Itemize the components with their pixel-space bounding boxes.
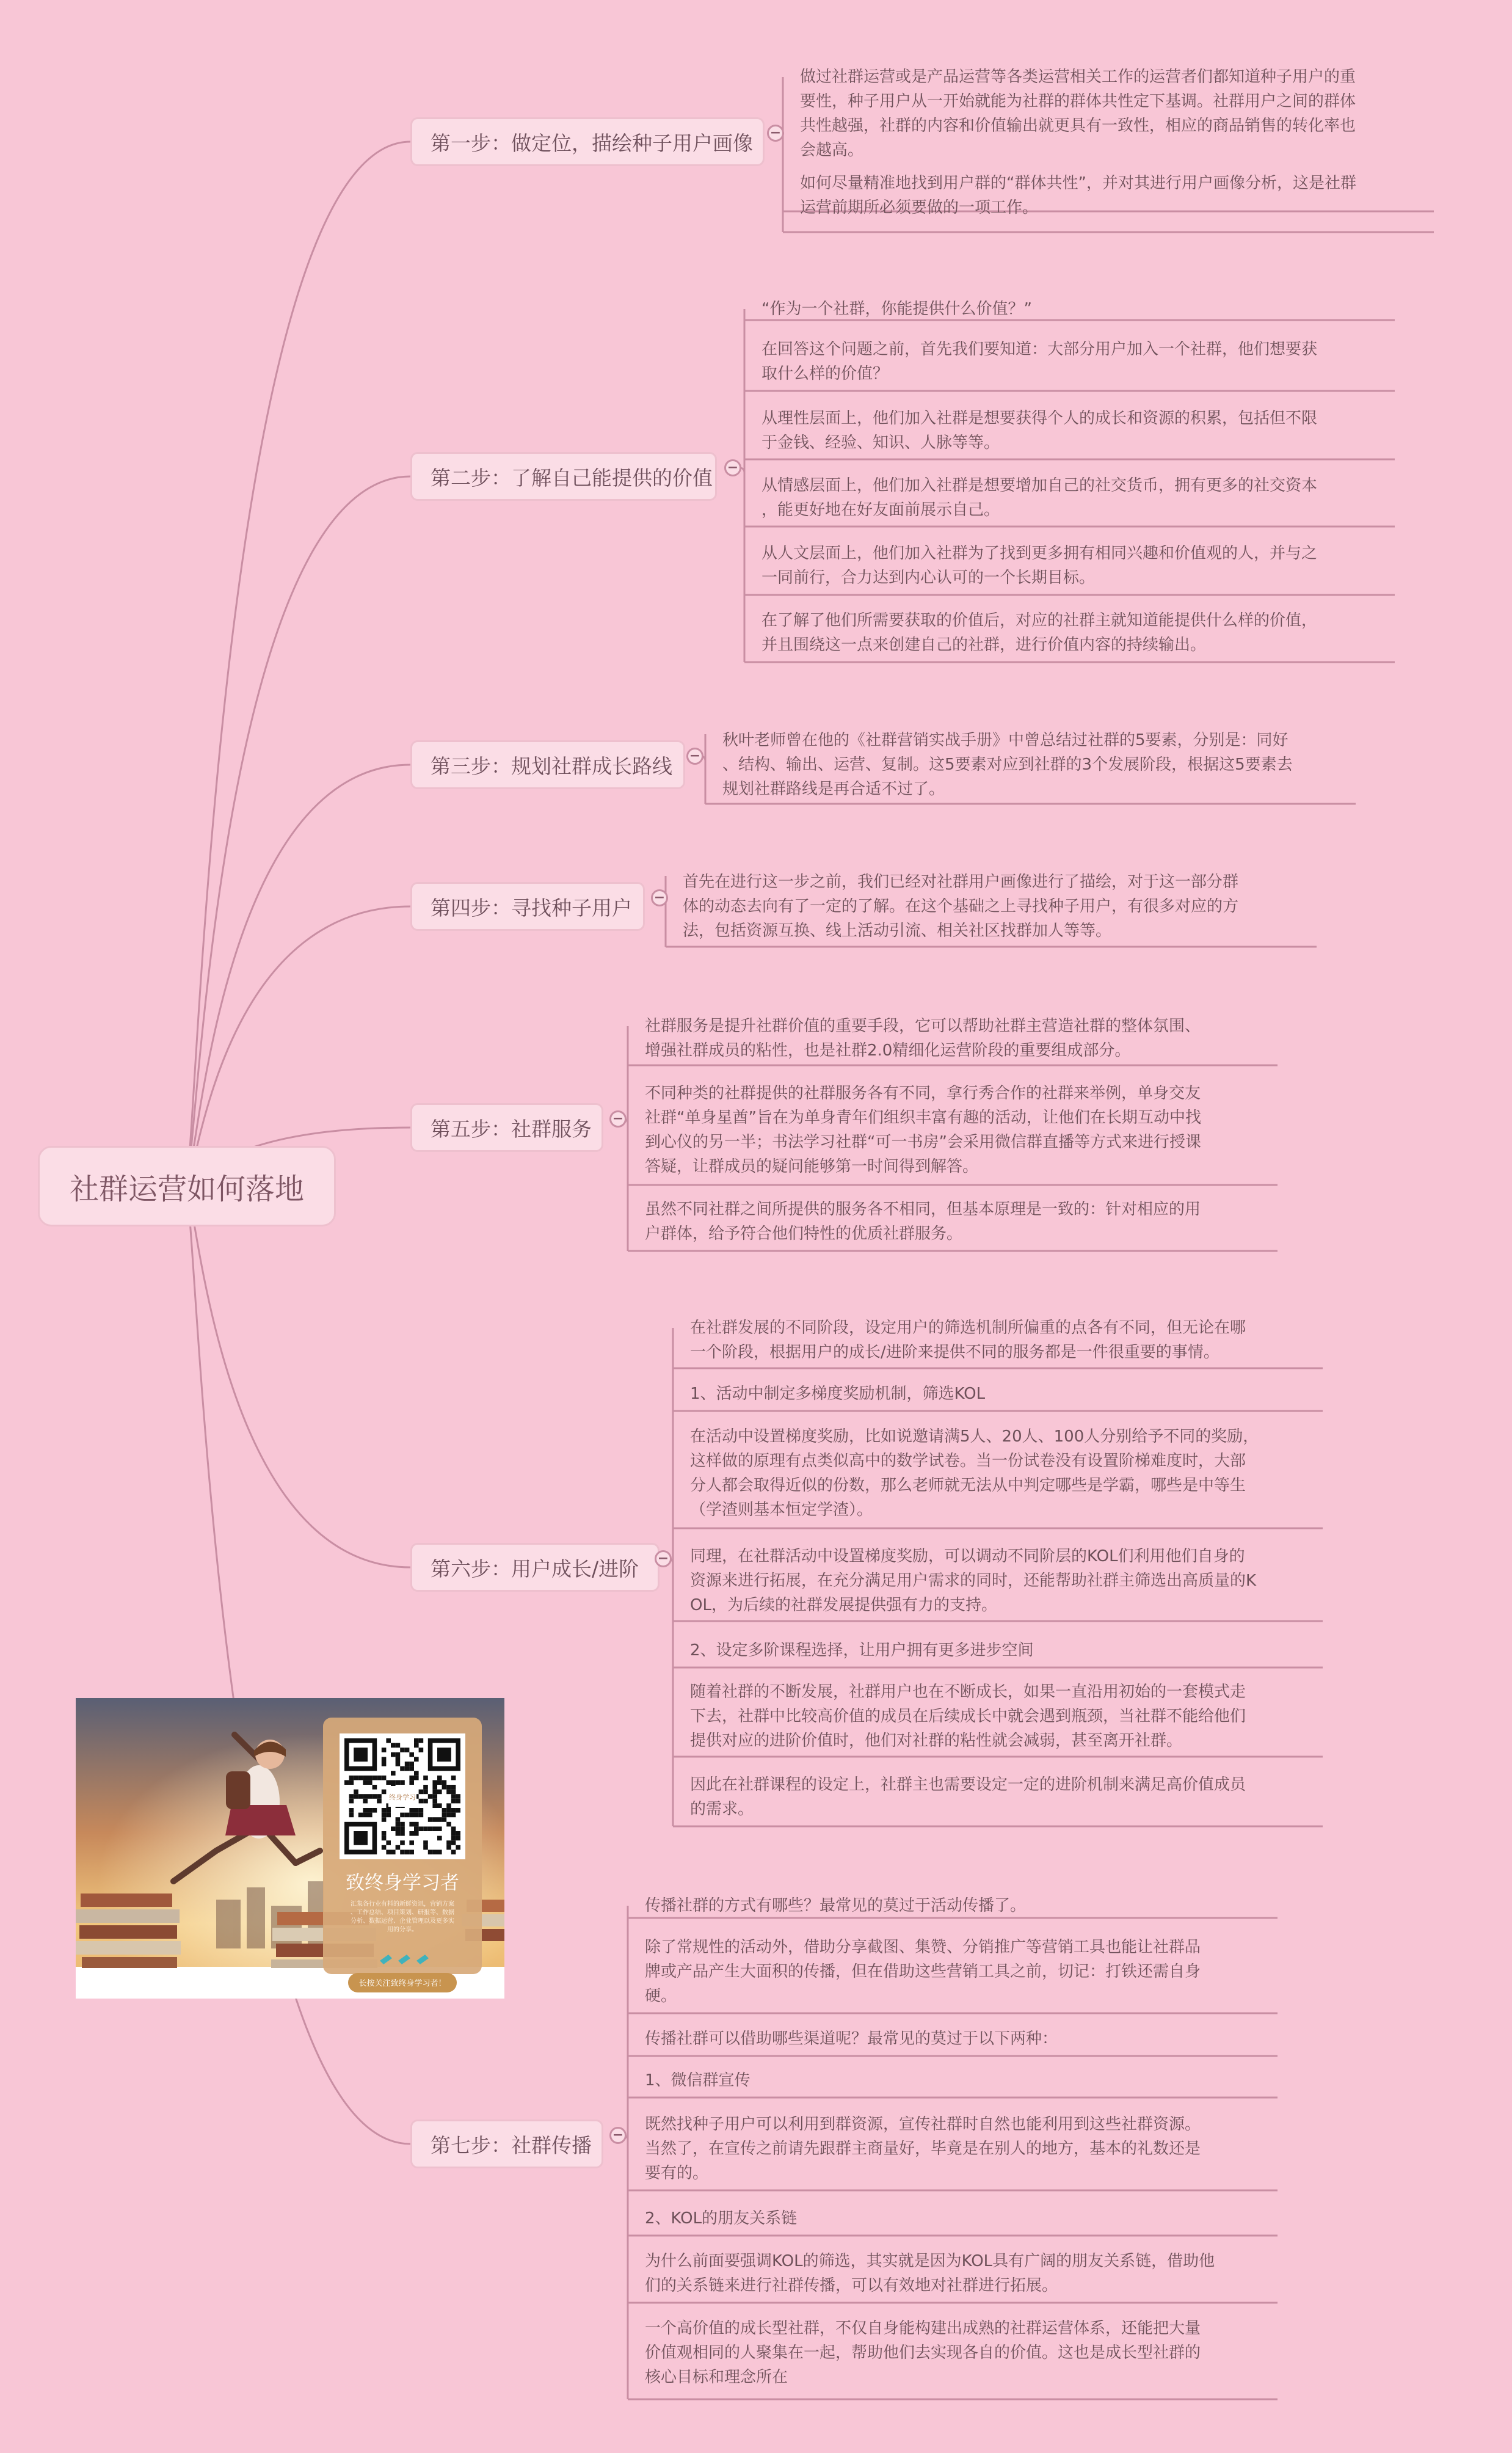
leaf-text-block [645,1014,1201,1063]
leaf-text-line: 硬。 [645,1987,677,2005]
branch-node-4[interactable]: 第四步：寻找种子用户 [410,882,645,931]
leaf-text-line: 体的动态去向有了一定的了解。在这个基础之上寻找种子用户，有很多对应的方 [683,897,1239,916]
leaf-text-line: 牌或产品产生大面积的传播，但在借助这些营销工具之前，切记：打铁还需自身 [645,1963,1201,1981]
leaf-text-line: 在了解了他们所需要获取的价值后，对应的社群主就知道能提供什么样的价值， [761,611,1318,630]
leaf-text-line: 这样做的原理有点类似高中的数学试卷。当一份试卷没有设置阶梯难度时，大部 [690,1452,1246,1470]
leaf-text-line: 从理性层面上，他们加入社群是想要获得个人的成长和资源的积累，包括但不限 [761,409,1318,428]
leaf-text-line: 做过社群运营或是产品运营等各类运营相关工作的运营者们都知道种子用户的重 [800,68,1356,86]
follow-button-label: 长按关注致终身学习者！ [358,1979,446,1988]
leaf-text-line: 从情感层面上，他们加入社群是想要增加自己的社交货币，拥有更多的社交资本 [761,476,1318,495]
leaf-text-line: 传播社群的方式有哪些？最常见的莫过于活动传播了。 [645,1897,1027,1915]
branch-node-6[interactable]: 第六步：用户成长/进阶 [410,1543,660,1592]
collapse-toggle-icon[interactable]: − [609,1110,627,1128]
leaf-text-line: 除了常规性的活动外，借助分享截图、集赞、分销推广等营销工具也能让社群品 [645,1938,1201,1956]
leaf-text-line: 们的关系链来进行社群传播，可以有效地对社群进行拓展。 [645,2276,1058,2295]
promo-illustration [76,1698,504,1999]
leaf-text-block [645,2068,751,2093]
leaf-text-line: 一个阶段，根据用户的成长/进阶来提供不同的服务都是一件很重要的事情。 [690,1343,1219,1361]
root-node[interactable]: 社群运营如何落地 [38,1146,336,1226]
leaf-text-block [761,337,1317,386]
leaf-text-line: 社群“单身星酋”旨在为单身青年们组织丰富有趣的活动，让他们在长期互动中找 [645,1109,1201,1127]
leaf-text-line: 答疑，让群成员的疑问能够第一时间得到解答。 [645,1157,979,1176]
leaf-text-line: 随着社群的不断发展，社群用户也在不断成长，如果一直沿用初始的一套模式走 [690,1683,1246,1701]
leaf-text-block [761,473,1317,522]
leaf-text-block [761,406,1317,455]
leaf-text-line: 、结构、输出、运营、复制。这5要素对应到社群的3个发展阶段，根据这5要素去 [722,756,1293,774]
leaf-text-line: 当然了，在宣传之前请先跟群主商量好，毕竟是在别人的地方，基本的礼数还是 [645,2140,1201,2158]
leaf-text-line: 在活动中设置梯度奖励，比如说邀请满5人、20人、100人分别给予不同的奖励， [690,1427,1259,1446]
leaf-text-line: 于金钱、经验、知识、人脉等等。 [761,434,1000,452]
leaf-text-block [761,608,1317,657]
leaf-text-block [690,1544,1256,1617]
leaf-text-line: 从人文层面上，他们加入社群为了找到更多拥有相同兴趣和价值观的人，并与之 [761,544,1318,563]
leaf-text-line: 在社群发展的不同阶段，设定用户的筛选机制所偏重的点各有不同，但无论在哪 [690,1319,1246,1337]
leaf-text-block [645,2027,1058,2051]
leaf-text-block [761,541,1317,590]
leaf-text-line: 1、活动中制定多梯度奖励机制，筛选KOL [690,1385,986,1403]
leaf-text-block [690,1424,1259,1522]
leaf-text-block [645,1894,1026,1918]
leaf-text-line: 取什么样的价值？ [761,365,889,383]
qr-logo-text: 终身学习 [389,1793,416,1801]
leaf-text-line: 核心目标和理念所在 [645,2368,788,2386]
leaf-text-line: 在回答这个问题之前，首先我们要知道：大部分用户加入一个社群，他们想要获 [761,340,1318,359]
leaf-text-line: 首先在进行这一步之前，我们已经对社群用户画像进行了描绘，对于这一部分群 [683,873,1239,891]
leaf-text-line: 一同前行，合力达到内心认可的一个长期目标。 [761,569,1096,587]
leaf-text-block [683,870,1238,943]
leaf-text-block [690,1638,1034,1663]
leaf-text-line: 虽然不同社群之间所提供的服务各不相同，但基本原理是一致的：针对相应的用 [645,1200,1201,1219]
leaf-text-line: 价值观相同的人聚集在一起，帮助他们去实现各自的价值。这也是成长型社群的 [645,2344,1201,2362]
collapse-toggle-icon[interactable]: − [655,1550,672,1567]
leaf-text-line: 秋叶老师曾在他的《社群营销实战手册》中曾总结过社群的5要素，分别是：同好 [722,731,1288,749]
branch-connector [187,142,410,1186]
leaf-text-line: 增强社群成员的粘性，也是社群2.0精细化运营阶段的重要组成部分。 [645,1041,1131,1060]
branch-node-7[interactable]: 第七步：社群传播 [410,2119,603,2168]
branch-node-5[interactable]: 第五步：社群服务 [410,1103,603,1152]
leaf-text-line: 共性越强，社群的内容和价值输出就更具有一致性，相应的商品销售的转化率也 [800,117,1356,135]
collapse-toggle-icon[interactable]: − [609,2127,627,2144]
leaf-text-block [690,1382,985,1406]
leaf-text-line: 资源来进行拓展，在充分满足用户需求的同时，还能帮助社群主筛选出高质量的K [690,1572,1257,1590]
leaf-text-block [800,171,1356,220]
leaf-text-line: 会越高。 [800,141,864,159]
leaf-text-line: 1、微信群宣传 [645,2071,751,2090]
qr-promo-card [76,1698,504,1999]
branch-node-3[interactable]: 第三步：规划社群成长路线 [410,740,685,789]
leaf-text-line: 要有的。 [645,2164,709,2182]
leaf-text-line: 社群服务是提升社群价值的重要手段，它可以帮助社群主营造社群的整体氛围、 [645,1017,1201,1035]
leaf-text-line: “作为一个社群，你能提供什么价值？” [761,300,1032,318]
branch-connector [187,476,410,1186]
leaf-text-line: 提供对应的进阶价值时，他们对社群的粘性就会减弱，甚至离开社群。 [690,1732,1183,1750]
leaf-text-line: 传播社群可以借助哪些渠道呢？最常见的莫过于以下两种： [645,2030,1058,2048]
leaf-text-line: 户群体，给予符合他们特性的优质社群服务。 [645,1225,963,1243]
leaf-text-block [645,1081,1201,1179]
leaf-text-line: 规划社群路线是再合适不过了。 [722,780,945,798]
leaf-text-block [645,2316,1201,2389]
leaf-text-line: 不同种类的社群提供的社群服务各有不同，拿行秀合作的社群来举例，单身交友 [645,1084,1201,1103]
branch-node-2[interactable]: 第二步：了解自己能提供的价值 [410,452,717,501]
leaf-text-line: 2、设定多阶课程选择，让用户拥有更多进步空间 [690,1641,1034,1660]
branch-connector [187,1186,410,1567]
leaf-text-line: 为什么前面要强调KOL的筛选，其实就是因为KOL具有广阔的朋友关系链，借助他 [645,2252,1215,2270]
branch-node-1[interactable]: 第一步：做定位，描绘种子用户画像 [410,117,765,166]
leaf-text-block [690,1680,1246,1753]
leaf-text-line: 要性，种子用户从一开始就能为社群的群体共性定下基调。社群用户之间的群体 [800,92,1356,111]
branch-connector [187,765,410,1186]
leaf-text-block [645,1935,1201,2008]
qr-card-description: 汇集各行业有料的新鲜资讯，营销方案、工作总结、项目策划、研报等、数据分析、数据运营、企业管理以及更多实用的分享。 [351,1901,454,1933]
leaf-text-line: ，能更好地在好友面前展示自己。 [761,501,1000,519]
leaf-text-line: OL，为后续的社群发展提供强有力的支持。 [690,1596,997,1614]
leaf-text-line: 运营前期所必须要做的一项工作。 [800,199,1039,217]
leaf-text-line: 下去，社群中比较高价值的成员在后续成长中就会遇到瓶颈，当社群不能给他们 [690,1707,1246,1726]
collapse-toggle-icon[interactable]: − [651,889,668,906]
leaf-text-line: 因此在社群课程的设定上，社群主也需要设定一定的进阶机制来满足高价值成员 [690,1776,1246,1794]
leaf-text-block [690,1316,1246,1365]
leaf-text-block [761,297,1032,321]
leaf-text-line: 既然找种子用户可以利用到群资源，宣传社群时自然也能利用到这些社群资源。 [645,2115,1201,2134]
leaf-text-line: 如何尽量精准地找到用户群的“群体共性”，并对其进行用户画像分析，这是社群 [800,174,1356,192]
leaf-text-line: 的需求。 [690,1800,754,1818]
leaf-text-block [690,1773,1246,1821]
collapse-toggle-icon[interactable]: − [724,459,741,476]
leaf-text-block [645,2249,1215,2298]
collapse-toggle-icon[interactable]: − [686,748,703,765]
collapse-toggle-icon[interactable]: − [767,125,784,142]
leaf-text-line: 并且围绕这一点来创建自己的社群，进行价值内容的持续输出。 [761,636,1207,654]
qr-card-title: 致终身学习者 [346,1872,459,1894]
leaf-text-block [645,1197,1201,1246]
branch-connector [187,1186,410,2144]
leaf-text-line: 到心仪的另一半；书法学习社群“可一书房”会采用微信群直播等方式来进行授课 [645,1133,1201,1151]
leaf-text-block [722,728,1293,801]
leaf-text-block [645,2206,797,2231]
leaf-text-line: 同理，在社群活动中设置梯度奖励，可以调动不同阶层的KOL们利用他们自身的 [690,1547,1245,1565]
leaf-text-line: 2、KOL的朋友关系链 [645,2209,798,2228]
leaf-text-line: 分人都会取得近似的份数，那么老师就无法从中判定哪些是学霸，哪些是中等生 [690,1476,1246,1495]
leaf-text-line: （学渣则基本恒定学渣）。 [690,1501,873,1519]
leaf-text-line: 法，包括资源互换、线上活动引流、相关社区找群加人等等。 [683,922,1112,940]
branch-connector [187,906,410,1186]
leaf-text-line: 一个高价值的成长型社群，不仅自身能构建出成熟的社群运营体系，还能把大量 [645,2319,1201,2338]
leaf-text-block [800,65,1356,162]
leaf-text-block [645,2112,1201,2185]
